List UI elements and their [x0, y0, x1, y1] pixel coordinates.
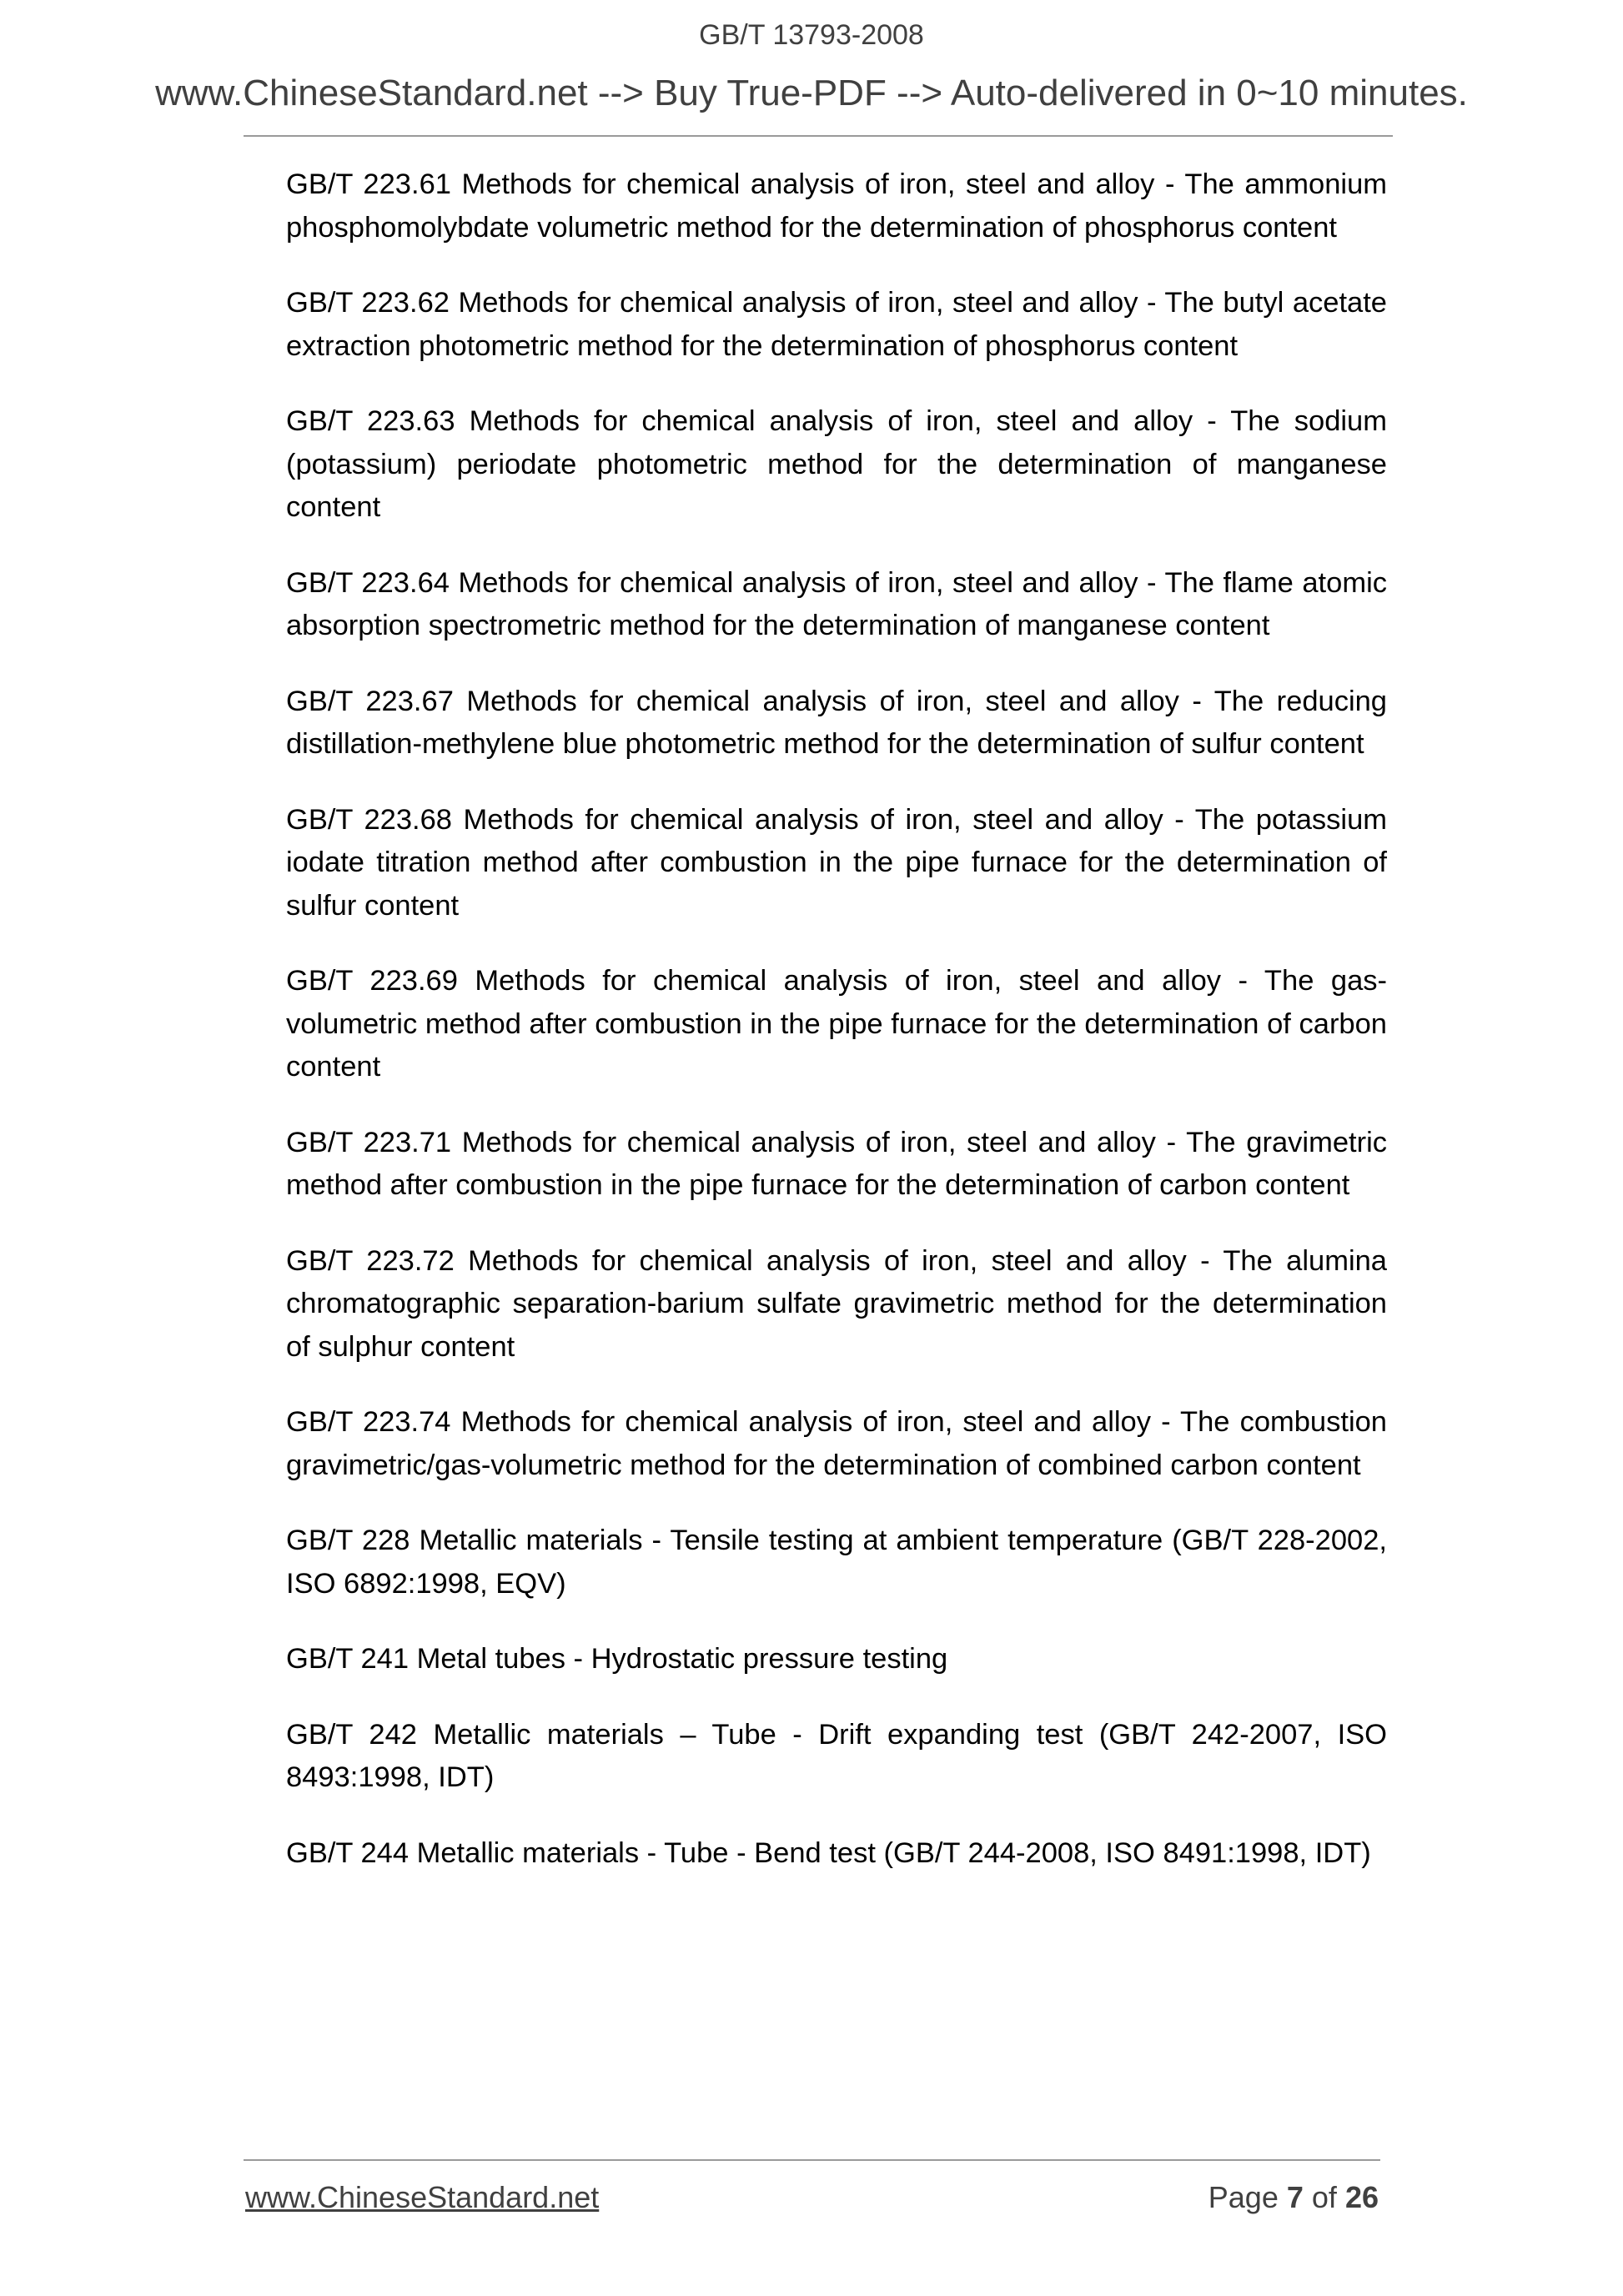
reference-entry: GB/T 223.74 Methods for chemical analysis of iron, steel and alloy - The combustion gravimetric/gas-volumetric method for the determination of combined carbon content	[286, 1406, 1387, 1481]
reference-list	[286, 163, 1387, 1907]
reference-entry: GB/T 223.68 Methods for chemical analysis of iron, steel and alloy - The potassium iodate titration method after combustion in the pipe furnace for the determination of sulfur content	[286, 803, 1387, 922]
reference-entry: GB/T 228 Metallic materials - Tensile testing at ambient temperature (GB/T 228-2002, ISO 6892:1998, EQV)	[286, 1525, 1387, 1600]
header-divider	[244, 135, 1393, 137]
reference-entry: GB/T 244 Metallic materials - Tube - Bend test (GB/T 244-2008, ISO 8491:1998, IDT)	[286, 1836, 1371, 1869]
total-pages: 26	[1344, 2180, 1379, 2214]
current-page: 7	[1286, 2180, 1304, 2214]
footer-site-link[interactable]: www.ChineseStandard.net	[245, 2180, 600, 2214]
reference-entry: GB/T 223.69 Methods for chemical analysis of iron, steel and alloy - The gas-volumetric method after combustion in the pipe furnace for the determination of carbon content	[286, 965, 1387, 1083]
page-of: of	[1311, 2180, 1337, 2214]
reference-entry: GB/T 223.72 Methods for chemical analysis of iron, steel and alloy - The alumina chromatographic separation-barium sulfate gravimetric method for the determination of sulphur content	[286, 1244, 1387, 1363]
reference-entry: GB/T 223.64 Methods for chemical analysis of iron, steel and alloy - The flame atomic absorption spectrometric method for the determination of manganese content	[286, 566, 1387, 641]
page-prefix: Page	[1208, 2180, 1279, 2214]
reference-entry: GB/T 242 Metallic materials – Tube - Drift expanding test (GB/T 242-2007, ISO 8493:1998, IDT)	[286, 1718, 1387, 1793]
footer-divider	[244, 2159, 1380, 2161]
reference-entry: GB/T 223.67 Methods for chemical analysis of iron, steel and alloy - The reducing distillation-methylene blue photometric method for the determination of sulfur content	[286, 685, 1387, 760]
document-id: GB/T 13793-2008	[699, 19, 924, 51]
reference-entry: GB/T 241 Metal tubes - Hydrostatic pressure testing	[286, 1643, 948, 1675]
reference-entry: GB/T 223.61 Methods for chemical analysis of iron, steel and alloy - The ammonium phosphomolybdate volumetric method for the determination of phosphorus content	[286, 168, 1387, 244]
reference-entry: GB/T 223.63 Methods for chemical analysis of iron, steel and alloy - The sodium (potassium) periodate photometric method for the determination of manganese content	[286, 405, 1387, 523]
page-number	[1208, 2180, 1379, 2215]
reference-entry: GB/T 223.62 Methods for chemical analysis of iron, steel and alloy - The butyl acetate extraction photometric method for the determination of phosphorus content	[286, 287, 1387, 362]
header-banner: www.ChineseStandard.net --> Buy True-PDF --> Auto-delivered in 0~10 minutes.	[155, 73, 1468, 113]
reference-entry: GB/T 223.71 Methods for chemical analysis of iron, steel and alloy - The gravimetric method after combustion in the pipe furnace for the determination of carbon content	[286, 1126, 1387, 1201]
